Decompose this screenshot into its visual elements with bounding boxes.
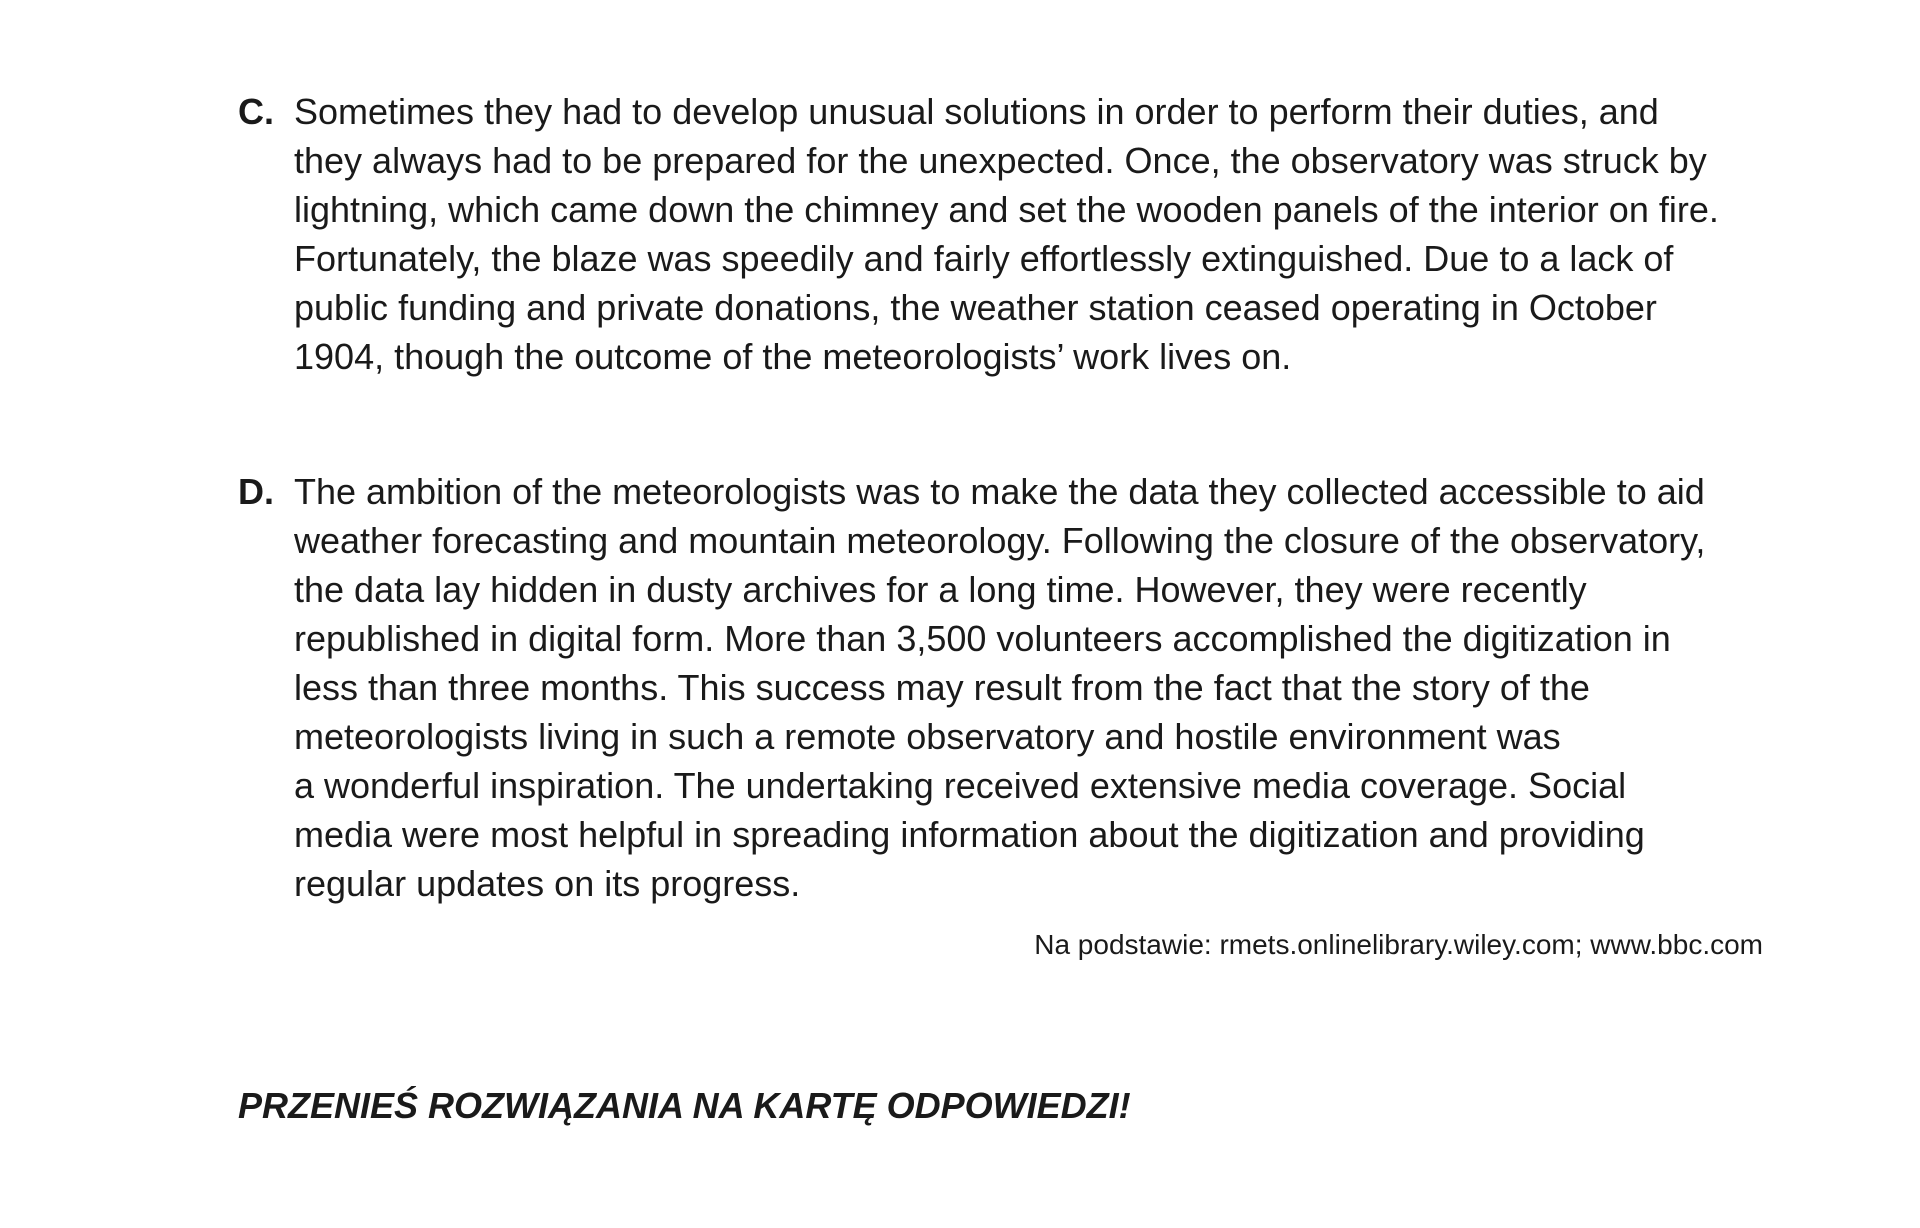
text-line: regular updates on its progress. bbox=[294, 863, 801, 904]
paragraph-text bbox=[294, 467, 1705, 908]
text-line: republished in digital form. More than 3,500 volunteers accomplished the digitization in bbox=[294, 618, 1671, 659]
source-citation: Na podstawie: rmets.onlinelibrary.wiley.com; www.bbc.com bbox=[1034, 929, 1763, 960]
text-line: the data lay hidden in dusty archives for a long time. However, they were recently bbox=[294, 569, 1587, 610]
text-line: The ambition of the meteorologists was to make the data they collected accessible to aid bbox=[294, 471, 1705, 512]
text-line: 1904, though the outcome of the meteorologists’ work lives on. bbox=[294, 336, 1292, 377]
paragraph-letter: D. bbox=[238, 471, 274, 512]
answer-sheet-instruction: PRZENIEŚ ROZWIĄZANIA NA KARTĘ ODPOWIEDZI! bbox=[238, 1085, 1131, 1126]
text-line: they always had to be prepared for the unexpected. Once, the observatory was struck by bbox=[294, 140, 1707, 181]
text-line: weather forecasting and mountain meteorology. Following the closure of the observatory, bbox=[294, 520, 1706, 561]
paragraph-text bbox=[294, 87, 1719, 381]
text-line: less than three months. This success may result from the fact that the story of the bbox=[294, 667, 1590, 708]
paragraph-letter: C. bbox=[238, 91, 274, 132]
text-line: Sometimes they had to develop unusual solutions in order to perform their duties, and bbox=[294, 91, 1659, 132]
text-line: meteorologists living in such a remote observatory and hostile environment was bbox=[294, 716, 1561, 757]
text-line: a wonderful inspiration. The undertaking received extensive media coverage. Social bbox=[294, 765, 1627, 806]
text-line: Fortunately, the blaze was speedily and fairly effortlessly extinguished. Due to a lack of bbox=[294, 238, 1674, 279]
text-line: media were most helpful in spreading information about the digitization and providing bbox=[294, 814, 1645, 855]
text-line: lightning, which came down the chimney and set the wooden panels of the interior on fire. bbox=[294, 189, 1719, 230]
text-line: public funding and private donations, the weather station ceased operating in October bbox=[294, 287, 1657, 328]
